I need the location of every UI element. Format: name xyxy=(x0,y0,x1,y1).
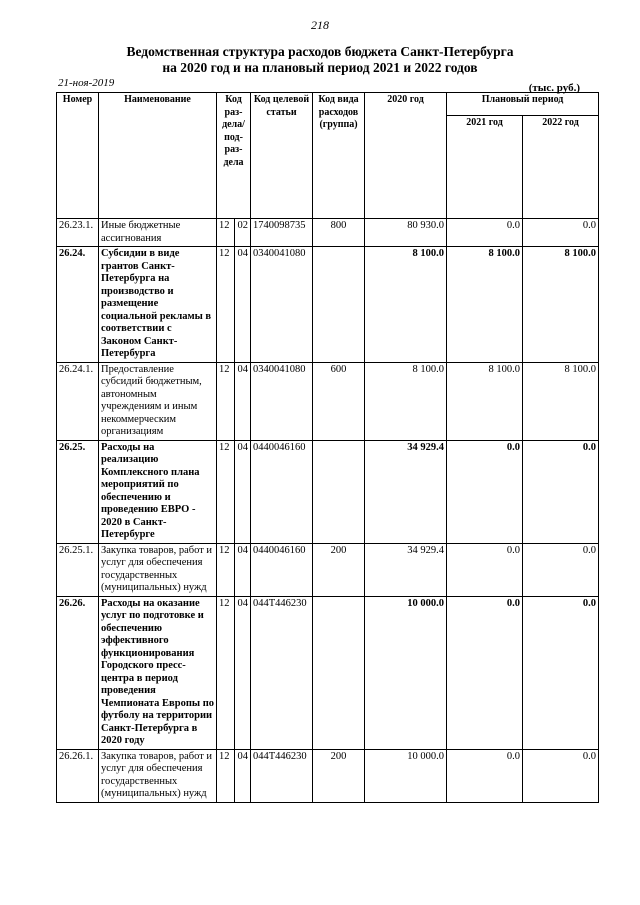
header-planned: Плановый период xyxy=(447,93,599,116)
row-name: Закупка товаров, работ и услуг для обеспечения государственных (муниципальных) нужд xyxy=(99,543,217,596)
budget-table xyxy=(56,92,599,803)
row-value-2020: 10 000.0 xyxy=(365,749,447,802)
row-number: 26.26. xyxy=(57,596,99,749)
header-name: Наименование xyxy=(99,93,217,219)
row-subsection: 04 xyxy=(235,543,251,596)
row-subsection: 04 xyxy=(235,247,251,363)
row-value-2021: 8 100.0 xyxy=(447,362,523,440)
row-subsection: 02 xyxy=(235,219,251,247)
table-row xyxy=(57,247,599,363)
row-section: 12 xyxy=(217,362,235,440)
row-value-2021: 8 100.0 xyxy=(447,247,523,363)
header-2021: 2021 год xyxy=(447,116,523,219)
row-value-2022: 0.0 xyxy=(523,440,599,543)
row-name: Расходы на оказание услуг по подготовке и обеспечению эффективного функционирования Городского пресс-центра в период проведения Чемпионата Европы по футболу на территории Санкт-Петербурга в 2020 году xyxy=(99,596,217,749)
header-2020: 2020 год xyxy=(365,93,447,219)
header-number: Номер xyxy=(57,93,99,219)
row-value-2022: 0.0 xyxy=(523,596,599,749)
row-target: 0340041080 xyxy=(251,362,313,440)
row-value-2021: 0.0 xyxy=(447,749,523,802)
table-row xyxy=(57,362,599,440)
header-kind: Код вида расходов (группа) xyxy=(313,93,365,219)
row-number: 26.25. xyxy=(57,440,99,543)
row-value-2022: 0.0 xyxy=(523,749,599,802)
row-value-2022: 0.0 xyxy=(523,219,599,247)
row-kind xyxy=(313,247,365,363)
row-value-2022: 0.0 xyxy=(523,543,599,596)
row-section: 12 xyxy=(217,543,235,596)
row-target: 0440046160 xyxy=(251,440,313,543)
row-subsection: 04 xyxy=(235,362,251,440)
row-section: 12 xyxy=(217,749,235,802)
row-subsection: 04 xyxy=(235,440,251,543)
row-name: Предоставление субсидий бюджетным, автономным учреждениям и иным некоммерческим организациям xyxy=(99,362,217,440)
table-row xyxy=(57,596,599,749)
row-section: 12 xyxy=(217,247,235,363)
table-row xyxy=(57,219,599,247)
row-target: 044Т446230 xyxy=(251,596,313,749)
title-line-1: Ведомственная структура расходов бюджета Санкт-Петербурга xyxy=(126,44,514,59)
row-target: 1740098735 xyxy=(251,219,313,247)
title-line-2: на 2020 год и на плановый период 2021 и 2022 годов xyxy=(162,60,478,75)
row-section: 12 xyxy=(217,440,235,543)
row-value-2021: 0.0 xyxy=(447,440,523,543)
row-number: 26.26.1. xyxy=(57,749,99,802)
row-name: Иные бюджетные ассигнования xyxy=(99,219,217,247)
header-2022: 2022 год xyxy=(523,116,599,219)
row-name: Закупка товаров, работ и услуг для обеспечения государственных (муниципальных) нужд xyxy=(99,749,217,802)
page-number: 218 xyxy=(311,18,329,32)
row-value-2020: 8 100.0 xyxy=(365,362,447,440)
units-label: (тыс. руб.) xyxy=(528,82,580,94)
table-row xyxy=(57,440,599,543)
row-value-2020: 80 930.0 xyxy=(365,219,447,247)
row-value-2021: 0.0 xyxy=(447,219,523,247)
row-name: Субсидии в виде грантов Санкт-Петербурга на производство и размещение социальной рекламы в соответствии с Законом Санкт-Петербурга xyxy=(99,247,217,363)
row-value-2022: 8 100.0 xyxy=(523,247,599,363)
row-kind: 200 xyxy=(313,749,365,802)
document-title xyxy=(0,44,640,76)
row-value-2022: 8 100.0 xyxy=(523,362,599,440)
row-number: 26.25.1. xyxy=(57,543,99,596)
row-subsection: 04 xyxy=(235,749,251,802)
row-number: 26.24. xyxy=(57,247,99,363)
row-target: 0440046160 xyxy=(251,543,313,596)
row-kind xyxy=(313,596,365,749)
table-row xyxy=(57,543,599,596)
row-target: 0340041080 xyxy=(251,247,313,363)
row-kind: 600 xyxy=(313,362,365,440)
header-section: Код раз-дела/ под-раз-дела xyxy=(217,93,251,219)
row-section: 12 xyxy=(217,219,235,247)
header-target: Код целевой статьи xyxy=(251,93,313,219)
row-name: Расходы на реализацию Комплексного плана мероприятий по обеспечению и проведению ЕВРО - 2020 в Санкт-Петербурге xyxy=(99,440,217,543)
row-number: 26.23.1. xyxy=(57,219,99,247)
row-target: 044Т446230 xyxy=(251,749,313,802)
row-value-2021: 0.0 xyxy=(447,596,523,749)
row-section: 12 xyxy=(217,596,235,749)
row-value-2020: 10 000.0 xyxy=(365,596,447,749)
row-kind: 800 xyxy=(313,219,365,247)
document-date: 21-ноя-2019 xyxy=(58,77,115,89)
table-row xyxy=(57,749,599,802)
row-value-2020: 8 100.0 xyxy=(365,247,447,363)
row-number: 26.24.1. xyxy=(57,362,99,440)
row-value-2021: 0.0 xyxy=(447,543,523,596)
row-kind: 200 xyxy=(313,543,365,596)
row-subsection: 04 xyxy=(235,596,251,749)
row-value-2020: 34 929.4 xyxy=(365,543,447,596)
row-value-2020: 34 929.4 xyxy=(365,440,447,543)
row-kind xyxy=(313,440,365,543)
